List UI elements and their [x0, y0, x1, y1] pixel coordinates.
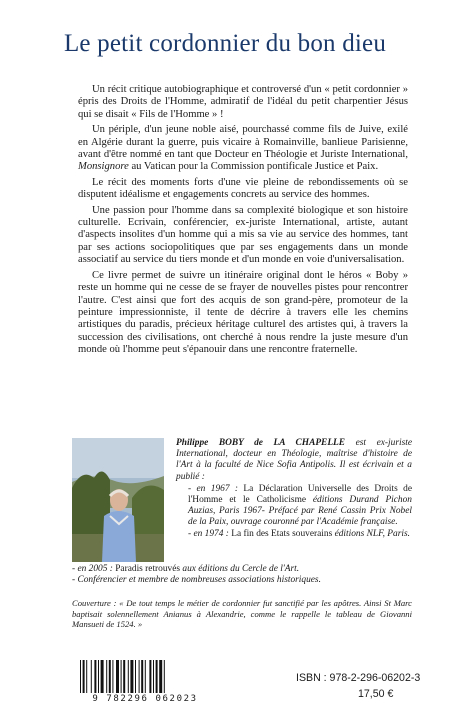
monsignore-word: Monsignore	[78, 161, 129, 173]
blurb	[78, 84, 408, 360]
bio-work-4: - Conférencier et membre de nombreuses associations historiques.	[72, 575, 321, 586]
bio-work-2-year: - en 1974 :	[188, 528, 232, 539]
author-photo-illustration	[72, 438, 164, 562]
bio-continued	[72, 564, 412, 586]
barcode	[70, 660, 220, 704]
author-photo	[72, 438, 164, 562]
bio-work-2	[176, 529, 412, 540]
bio-work-1-details: éditions Durand Pichon Auzias, Paris 1967- Préfacé par René Cassin Prix Nobel de la Paix, ouvrage couronné par l'Académie française.	[188, 495, 412, 528]
book-title: Le petit cordonnier du bon dieu	[63, 30, 387, 57]
blurb-paragraph-2	[78, 124, 408, 174]
bio-work-3	[72, 564, 412, 575]
bio-work-2-details: éditions NLF, Paris.	[332, 528, 410, 539]
author-name: Philippe BOBY de LA CHAPELLE	[176, 438, 346, 448]
blurb-paragraph-4: Une passion pour l'homme dans sa complexité biologique et son histoire culturelle. Ecrivain, conférencier, ex-juriste International, artiste, autant d'aspects insolites d'un homme qui a mis sa vie au service des hommes, tant par ses actions sociopolitiques que par ses engagements dans un monde associatif au service du tiers monde et d'un monde en voie d'universalisation.	[78, 204, 408, 266]
price: 17,50 €	[358, 688, 394, 700]
author-bio	[176, 438, 412, 540]
bio-intro-text: est ex-juriste International, docteur en Théologie, maîtrise d'histoire de l'Art à la faculté de Nice Sofia Antipolis. Il est écrivain et a publié :	[176, 438, 412, 482]
bio-work-3-details: aux éditions du Cercle de l'Art.	[180, 564, 300, 574]
blurb-paragraph-1: Un récit critique autobiographique et controversé d'un « petit cordonnier » épris des Droits de l'Homme, admiratif de l'idéal du petit charpentier Jésus qui se disait « Fils de l'Homme » !	[78, 84, 408, 120]
bio-work-1-title: La Déclaration Universelle des Droits de l'Homme et le Catholicisme	[188, 483, 413, 506]
bio-work-2-title: La fin des Etats souverains	[231, 528, 333, 539]
blurb-paragraph-2-text: Un périple, d'un jeune noble aisé, pourchassé comme fils de Juive, exilé en Algérie durant la guerre, puis vicaire à Romainville, banlieue Parisienne, avant d'être nommé en tant que Docteur en Théologie et Juriste International,	[78, 124, 408, 161]
isbn: ISBN : 978-2-296-06202-3	[296, 672, 421, 684]
blurb-paragraph-3: Le récit des moments forts d'une vie pleine de rebondissements où se disputent idéalisme et engagements concrets au service des hommes.	[78, 176, 408, 201]
blurb-paragraph-5: Ce livre permet de suivre un itinéraire original dont le héros « Boby » reste un homme qui ne cesse de se frayer de nouvelles pistes pour rencontrer l'autre. C'est ainsi que fort des acquis de son grand-père, promoteur de la peinture impressionniste, il tente de décrire à travers elle les chemins artistiques du paradis, précieux héritage culturel des artistes qui, à travers la succession des civilisations, ont cherché à nous rendre la juste mesure d'un monde où l'homme peut s'épanouir dans une rencontre fraternelle.	[78, 269, 408, 356]
cover-note: Couverture : « De tout temps le métier de cordonnier fut sanctifié par les apôtres. Ainsi St Marc baptisait solennellement Anianus à Alexandrie, comme le rappelle le tableau de Giovanni Mansueti de 1524. »	[72, 598, 412, 630]
bio-intro	[176, 438, 412, 483]
bio-work-1	[176, 484, 412, 529]
bio-work-3-year: - en 2005 :	[72, 564, 116, 574]
blurb-paragraph-2-end: au Vatican pour la Commission pontificale Justice et Paix.	[128, 161, 379, 173]
bio-work-1-year: - en 1967 :	[188, 483, 244, 494]
bio-work-3-title: Paradis retrouvés	[115, 564, 181, 574]
barcode-digits: 9 782296 062023	[92, 694, 198, 704]
